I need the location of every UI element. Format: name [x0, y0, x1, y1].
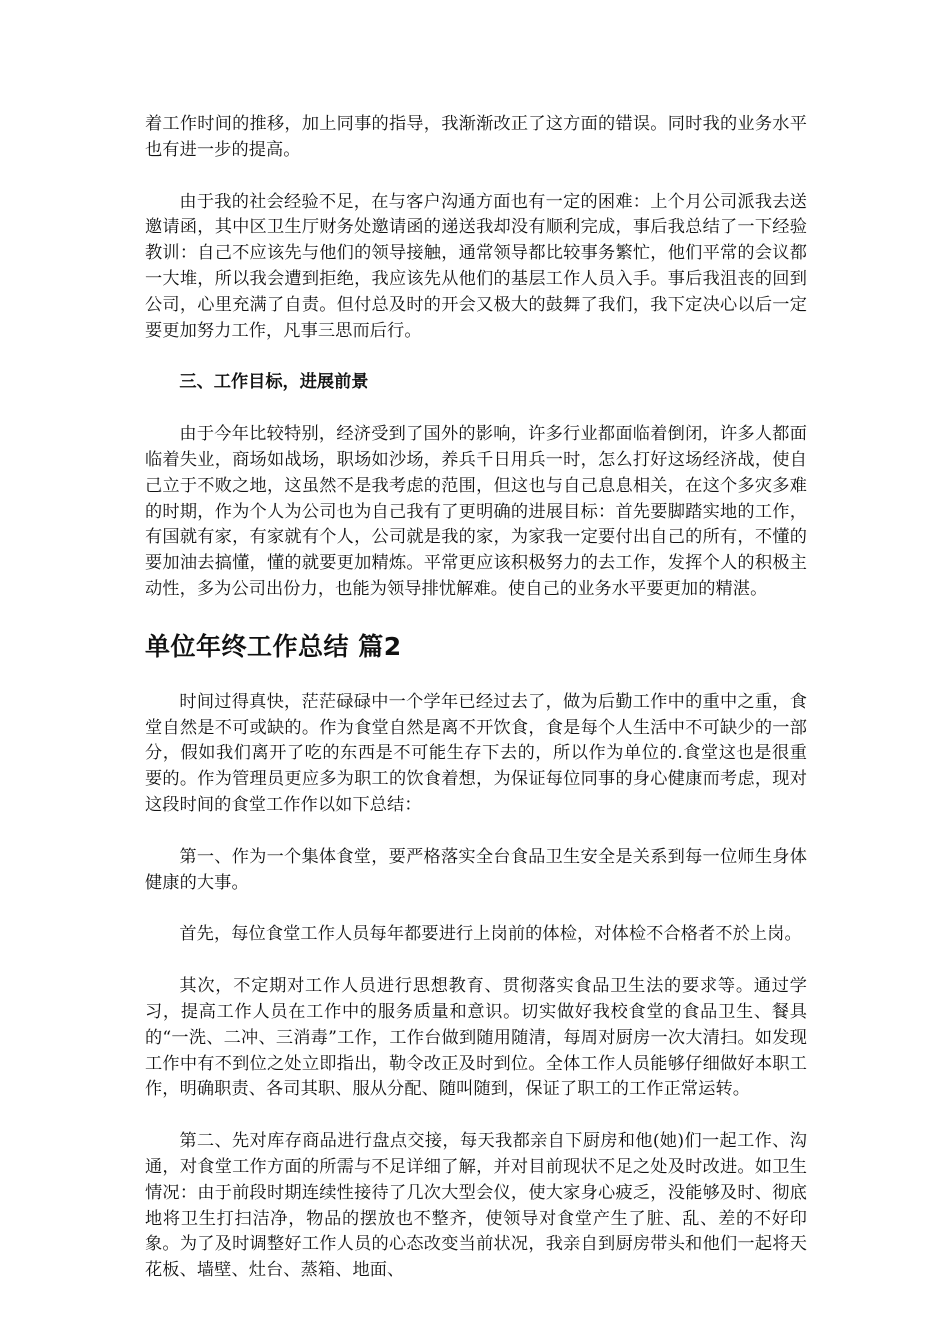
body-paragraph: 其次，不定期对工作人员进行思想教育、贯彻落实食品卫生法的要求等。通过学习，提高工作人员在工作中的服务质量和意识。切实做好我校食堂的食品卫生、餐具的“一洗、二冲、三消毒”工作，工作台做到随用随清，每周对厨房一次大清扫。如发现工作中有不到位之处立即指出，勒令改正及时到位。全体工作人员能够仔细做好本职工作，明确职责、各司其职、服从分配、随叫随到，保证了职工的工作正常运转。	[145, 976, 807, 1100]
body-paragraph: 首先，每位食堂工作人员每年都要进行上岗前的体检，对体检不合格者不於上岗。	[179, 924, 802, 945]
body-paragraph: 第一、作为一个集体食堂，要严格落实全台食品卫生安全是关系到每一位师生身体健康的大事。	[145, 846, 807, 893]
body-paragraph: 时间过得真快，茫茫碌碌中一个学年已经过去了，做为后勤工作中的重中之重，食堂自然是不可或缺的。作为食堂自然是离不开饮食，食是每个人生活中不可缺少的一部分，假如我们离开了吃的东西是不可能生存下去的，所以作为单位的.食堂这也是很重要的。作为管理员更应多为职工的饮食着想，为保证每位同事的身心健康而考虑，现对这段时间的食堂工作作以如下总结：	[145, 691, 807, 815]
continuation-paragraph: 着工作时间的推移，加上同事的指导，我渐渐改正了这方面的错误。同时我的业务水平也有进一步的提高。	[145, 114, 807, 160]
body-paragraph: 第二、先对库存商品进行盘点交接，每天我都亲自下厨房和他(她)们一起工作、沟通，对食堂工作方面的所需与不足详细了解，并对目前现状不足之处及时改进。如卫生情况：由于前段时期连续性接待了几次大型会仪，使大家身心疲乏，没能够及时、彻底地将卫生打扫洁净，物品的摆放也不整齐，使领导对食堂产生了脏、乱、差的不好印象。为了及时调整好工作人员的心态改变当前状况，我亲自到厨房带头和他们一起将天花板、墙壁、灶台、蒸箱、地面、	[145, 1131, 807, 1281]
section-subheading: 三、工作目标，进展前景	[179, 372, 369, 393]
article-heading: 单位年终工作总结 篇2	[145, 631, 402, 661]
document-page	[145, 112, 807, 1310]
goals-paragraph: 由于今年比较特别，经济受到了国外的影响，许多行业都面临着倒闭，许多人都面临着失业，商场如战场，职场如沙场，养兵千日用兵一时，怎么打好这场经济战，使自己立于不败之地，这虽然不是我考虑的范围，但这也与自己息息相关，在这个多灾多难的时期，作为个人为公司也为自己我有了更明确的进展目标：首先要脚踏实地的工作，有国就有家，有家就有个人，公司就是我的家，为家我一定要付出自己的所有，不懂的要加油去搞懂，懂的就要更加精炼。平常更应该积极努力的去工作，发挥个人的积极主动性，多为公司出份力，也能为领导排忧解难。使自己的业务水平要更加的精湛。	[145, 424, 807, 599]
client-communication-paragraph: 由于我的社会经验不足，在与客户沟通方面也有一定的困难：上个月公司派我去送邀请函，其中区卫生厅财务处邀请函的递送我却没有顺利完成，事后我总结了一下经验教训：自己不应该先与他们的领导接触，通常领导都比较事务繁忙，他们平常的会议都一大堆，所以我会遭到拒绝，我应该先从他们的基层工作人员入手。事后我沮丧的回到公司，心里充满了自责。但付总及时的开会又极大的鼓舞了我们，我下定决心以后一定要更加努力工作，凡事三思而后行。	[145, 191, 807, 341]
